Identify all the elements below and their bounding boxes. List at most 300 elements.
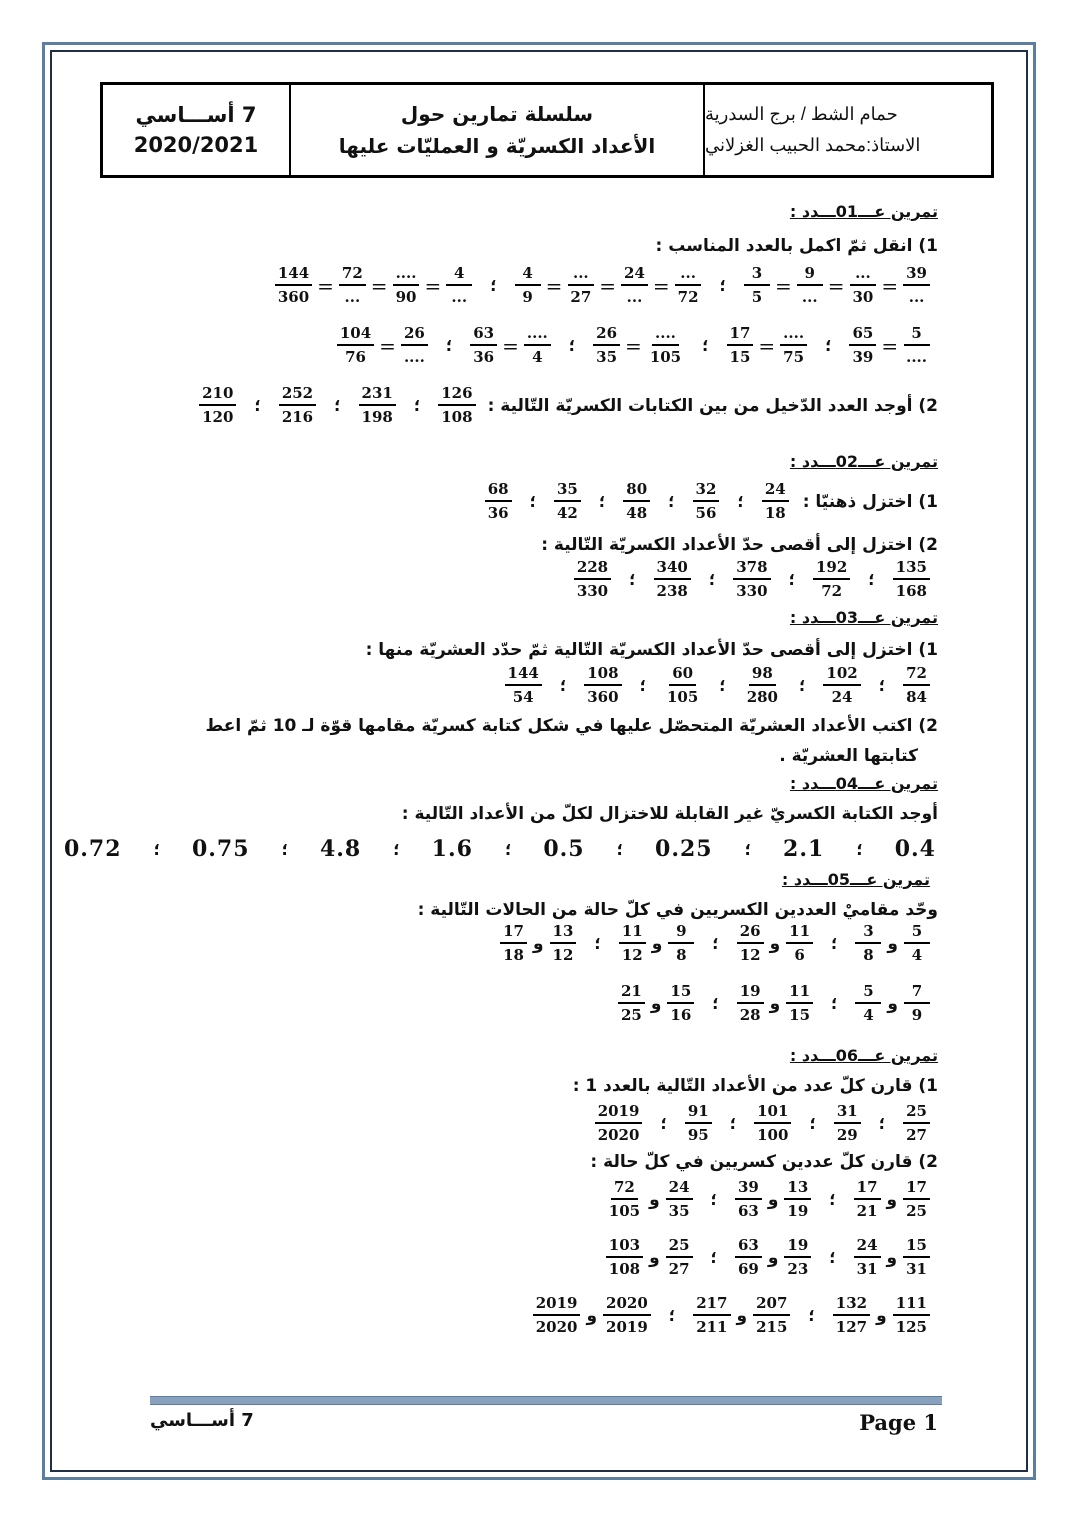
fraction bbox=[603, 1296, 651, 1335]
fraction bbox=[668, 924, 694, 963]
separator: ؛ bbox=[594, 934, 601, 953]
numerator: 111 bbox=[893, 1296, 930, 1316]
denominator: 108 bbox=[608, 1260, 641, 1278]
fraction-pair bbox=[854, 1180, 930, 1219]
numerator: .... bbox=[393, 266, 420, 286]
fraction bbox=[618, 984, 645, 1023]
separator: ؛ bbox=[829, 1248, 836, 1267]
denominator: 15 bbox=[789, 1006, 811, 1024]
denominator: 18 bbox=[503, 946, 524, 964]
denominator: 6 bbox=[794, 946, 805, 964]
decimal-number: 0.72 bbox=[63, 836, 122, 862]
denominator: 24 bbox=[831, 688, 853, 706]
numerator: 217 bbox=[693, 1296, 730, 1316]
numerator: ... bbox=[568, 266, 594, 286]
school-name: حمام الشط / برج السدرية bbox=[705, 104, 898, 124]
numerator: 68 bbox=[485, 482, 512, 502]
fraction bbox=[533, 1296, 581, 1335]
fraction bbox=[500, 924, 527, 963]
ex2-q1: 1) اختزل ذهنيّا : bbox=[802, 491, 938, 512]
denominator: 238 bbox=[656, 582, 688, 600]
fraction bbox=[339, 266, 366, 305]
decimal-number: 1.6 bbox=[431, 836, 473, 862]
numerator: 63 bbox=[470, 326, 497, 346]
denominator: .... bbox=[906, 348, 927, 366]
numerator: 21 bbox=[618, 984, 645, 1004]
fraction bbox=[606, 1238, 643, 1277]
fraction bbox=[606, 1180, 643, 1219]
numerator: 31 bbox=[834, 1104, 861, 1124]
denominator: 105 bbox=[666, 688, 699, 706]
and-word: و bbox=[886, 1189, 898, 1210]
title-line-1: سلسلة تمارين حول bbox=[400, 102, 594, 126]
denominator: 105 bbox=[608, 1202, 641, 1220]
fraction bbox=[754, 1104, 791, 1143]
ex4-title: تمرين عـــ04ـــدد : bbox=[789, 774, 938, 793]
separator: ؛ bbox=[788, 570, 795, 589]
fraction-pair bbox=[737, 924, 813, 963]
denominator: 12 bbox=[552, 946, 574, 964]
denominator: 27 bbox=[570, 288, 592, 306]
fraction bbox=[567, 266, 594, 305]
separator: ؛ bbox=[616, 839, 624, 859]
fraction-pair bbox=[735, 1180, 811, 1219]
denominator: 5 bbox=[751, 288, 763, 306]
and-word: و bbox=[651, 933, 663, 954]
numerator: 26 bbox=[737, 924, 764, 944]
denominator: 25 bbox=[906, 1202, 927, 1220]
fraction bbox=[733, 560, 770, 599]
fraction-pair bbox=[737, 984, 813, 1023]
denominator: 31 bbox=[856, 1260, 878, 1278]
numerator: 72 bbox=[903, 666, 930, 686]
numerator: 11 bbox=[786, 984, 813, 1004]
fraction-pair bbox=[606, 1180, 693, 1219]
numerator: .... bbox=[652, 326, 679, 346]
ex1-row2 bbox=[337, 326, 930, 365]
fraction bbox=[904, 924, 930, 963]
fraction bbox=[893, 560, 930, 599]
denominator: 360 bbox=[587, 688, 619, 706]
ex5-row2 bbox=[618, 984, 930, 1023]
fraction bbox=[786, 924, 813, 963]
numerator: 25 bbox=[666, 1238, 693, 1258]
equality-chain bbox=[337, 326, 428, 365]
numerator: ... bbox=[850, 266, 876, 286]
fraction bbox=[903, 326, 930, 365]
fraction bbox=[903, 1238, 930, 1277]
fraction bbox=[275, 266, 312, 305]
equals-sign: = bbox=[370, 273, 388, 298]
fraction bbox=[401, 326, 428, 365]
ex3-fractions bbox=[505, 666, 930, 705]
numerator: 80 bbox=[623, 482, 650, 502]
numerator: 231 bbox=[359, 386, 396, 406]
and-word: و bbox=[887, 933, 898, 954]
separator: ؛ bbox=[254, 396, 261, 415]
fraction bbox=[654, 560, 691, 599]
fraction bbox=[505, 666, 542, 705]
numerator: 15 bbox=[667, 984, 694, 1004]
separator: ؛ bbox=[668, 1306, 676, 1325]
numerator: 9 bbox=[797, 266, 823, 286]
and-word: و bbox=[736, 1305, 748, 1326]
fraction bbox=[753, 1296, 790, 1335]
and-word: و bbox=[649, 1189, 660, 1210]
denominator: 84 bbox=[906, 688, 927, 706]
fraction bbox=[903, 266, 930, 305]
and-word: و bbox=[767, 1247, 779, 1268]
denominator: 76 bbox=[345, 348, 366, 366]
fraction bbox=[784, 1180, 811, 1219]
separator: ؛ bbox=[712, 994, 719, 1013]
denominator: 72 bbox=[821, 582, 843, 600]
fraction bbox=[621, 266, 648, 305]
separator: ؛ bbox=[719, 676, 726, 695]
denominator: 30 bbox=[852, 288, 874, 306]
numerator: 9 bbox=[668, 924, 694, 944]
fraction bbox=[470, 326, 497, 365]
fraction bbox=[666, 1238, 693, 1277]
fraction-pair bbox=[854, 1238, 930, 1277]
fraction bbox=[762, 482, 789, 521]
denominator: 4 bbox=[532, 348, 543, 366]
separator: ؛ bbox=[719, 276, 726, 295]
equals-sign: = bbox=[317, 273, 334, 298]
fraction bbox=[797, 266, 823, 305]
denominator: 19 bbox=[787, 1202, 809, 1220]
separator: ؛ bbox=[710, 1190, 717, 1209]
numerator: 19 bbox=[784, 1238, 811, 1258]
denominator: 4 bbox=[911, 946, 923, 964]
equality-chain bbox=[849, 326, 930, 365]
denominator: 28 bbox=[739, 1006, 761, 1024]
numerator: 65 bbox=[849, 326, 876, 346]
fraction bbox=[893, 1296, 930, 1335]
fraction-pair bbox=[606, 1238, 693, 1277]
equality-chain bbox=[593, 326, 684, 365]
numerator: 39 bbox=[735, 1180, 762, 1200]
equals-sign: = bbox=[424, 273, 442, 298]
numerator: 26 bbox=[593, 326, 620, 346]
fraction-pair bbox=[500, 924, 576, 963]
fraction bbox=[574, 560, 611, 599]
denominator: 23 bbox=[787, 1260, 809, 1278]
ex2-q2: 2) اختزل إلى أقصى حدّ الأعداد الكسريّة التّالية : bbox=[541, 535, 938, 555]
separator: ؛ bbox=[799, 676, 806, 695]
fraction bbox=[647, 326, 684, 365]
numerator: 4 bbox=[446, 266, 472, 286]
numerator: 3 bbox=[855, 924, 881, 944]
numerator: 103 bbox=[606, 1238, 643, 1258]
fraction-pair bbox=[693, 1296, 790, 1335]
denominator: 8 bbox=[676, 946, 687, 964]
fraction bbox=[813, 560, 850, 599]
numerator: 72 bbox=[339, 266, 366, 286]
fraction bbox=[737, 924, 764, 963]
ex1-q2: 2) أوجد العدد الدّخيل من بين الكتابات الكسريّة التّالية : bbox=[487, 395, 938, 416]
equals-sign: = bbox=[758, 333, 776, 358]
denominator: ... bbox=[451, 288, 468, 306]
fraction bbox=[359, 386, 396, 425]
and-word: و bbox=[649, 1247, 660, 1268]
equals-sign: = bbox=[652, 273, 670, 298]
denominator: 21 bbox=[856, 1202, 878, 1220]
separator: ؛ bbox=[878, 1114, 886, 1133]
numerator: 35 bbox=[554, 482, 581, 502]
ex5-q: وحّد مقاميْ العددين الكسريين في كلّ حالة من الحالات التّالية : bbox=[417, 900, 938, 920]
separator: ؛ bbox=[737, 492, 744, 511]
fraction bbox=[735, 1180, 762, 1219]
numerator: 5 bbox=[904, 326, 930, 346]
decimal-number: 0.75 bbox=[191, 836, 250, 862]
numerator: 4 bbox=[515, 266, 541, 286]
numerator: 7 bbox=[904, 984, 930, 1004]
numerator: 60 bbox=[669, 666, 696, 686]
numerator: 13 bbox=[550, 924, 577, 944]
page-number: Page 1 bbox=[859, 1410, 938, 1435]
fraction bbox=[619, 924, 646, 963]
fraction bbox=[554, 482, 581, 521]
numerator: 32 bbox=[693, 482, 720, 502]
numerator: 98 bbox=[749, 666, 776, 686]
denominator: 280 bbox=[746, 688, 778, 706]
header-level-cell bbox=[103, 85, 291, 175]
numerator: 101 bbox=[754, 1104, 791, 1124]
denominator: 12 bbox=[621, 946, 643, 964]
fraction bbox=[515, 266, 541, 305]
numerator: 19 bbox=[737, 984, 764, 1004]
and-word: و bbox=[769, 993, 781, 1014]
denominator: 2020 bbox=[597, 1126, 640, 1144]
fraction bbox=[666, 1180, 693, 1219]
separator: ؛ bbox=[504, 839, 512, 859]
denominator: 29 bbox=[836, 1126, 858, 1144]
separator: ؛ bbox=[529, 492, 536, 511]
fraction bbox=[903, 1180, 930, 1219]
fraction bbox=[786, 984, 813, 1023]
separator: ؛ bbox=[281, 839, 288, 859]
fraction bbox=[667, 984, 694, 1023]
separator: ؛ bbox=[702, 336, 709, 355]
ex3-q1: 1) اختزل إلى أقصى حدّ الأعداد الكسريّة التّالية ثمّ حدّد العشريّة منها : bbox=[365, 640, 938, 660]
denominator: 31 bbox=[906, 1260, 927, 1278]
denominator: 360 bbox=[277, 288, 310, 306]
denominator: 2020 bbox=[535, 1318, 578, 1336]
fraction-pair bbox=[855, 984, 930, 1023]
separator: ؛ bbox=[660, 1114, 667, 1133]
numerator: 24 bbox=[762, 482, 789, 502]
numerator: 104 bbox=[337, 326, 374, 346]
fraction bbox=[833, 1296, 870, 1335]
denominator: 48 bbox=[626, 504, 648, 522]
separator: ؛ bbox=[710, 1248, 717, 1267]
ex3-q2-line2: كتابتها العشريّة . bbox=[779, 746, 918, 766]
separator: ؛ bbox=[568, 336, 576, 355]
separator: ؛ bbox=[708, 570, 716, 589]
numerator: 2019 bbox=[595, 1104, 643, 1124]
separator: ؛ bbox=[559, 676, 567, 695]
denominator: 9 bbox=[522, 288, 533, 306]
equals-sign: = bbox=[827, 273, 845, 298]
fraction bbox=[854, 1238, 881, 1277]
separator: ؛ bbox=[413, 396, 421, 415]
fraction bbox=[595, 1104, 643, 1143]
denominator: 9 bbox=[911, 1006, 923, 1024]
ex1-q2-row bbox=[199, 386, 938, 425]
fraction bbox=[593, 326, 620, 365]
denominator: 39 bbox=[852, 348, 874, 366]
numerator: 39 bbox=[903, 266, 930, 286]
decimal-number: 0.25 bbox=[655, 836, 713, 862]
denominator: 198 bbox=[361, 408, 393, 426]
and-word: و bbox=[769, 933, 781, 954]
numerator: 135 bbox=[893, 560, 930, 580]
fraction bbox=[903, 1104, 930, 1143]
denominator: 4 bbox=[863, 1006, 874, 1024]
denominator: 12 bbox=[739, 946, 761, 964]
fraction bbox=[199, 386, 236, 425]
fraction-pair bbox=[855, 924, 930, 963]
numerator: 378 bbox=[733, 560, 770, 580]
fraction bbox=[279, 386, 316, 425]
teacher-name: الاستاذ:محمد الحبيب الغزلاني bbox=[705, 135, 921, 155]
decimal-number: 0.5 bbox=[543, 836, 585, 862]
equality-chain bbox=[727, 326, 808, 365]
numerator: 2019 bbox=[533, 1296, 581, 1316]
denominator: 16 bbox=[670, 1006, 692, 1024]
equality-chain bbox=[470, 326, 551, 365]
fraction bbox=[855, 924, 881, 963]
equality-chain bbox=[744, 266, 930, 305]
numerator: 63 bbox=[735, 1238, 762, 1258]
numerator: 5 bbox=[904, 924, 930, 944]
fraction bbox=[744, 266, 770, 305]
fraction bbox=[823, 666, 860, 705]
denominator: 54 bbox=[512, 688, 534, 706]
separator: ؛ bbox=[629, 570, 636, 589]
fraction bbox=[393, 266, 420, 305]
denominator: 90 bbox=[395, 288, 417, 306]
ex3-q2-line1: 2) اكتب الأعداد العشريّة المتحصّل عليها في شكل كتابة كسريّة مقامها قوّة لـ 10 ثمّ اعط bbox=[205, 716, 938, 736]
fraction bbox=[438, 386, 475, 425]
separator: ؛ bbox=[153, 839, 160, 859]
fraction bbox=[584, 666, 621, 705]
footer-level: 7 أســـاسي bbox=[150, 1410, 254, 1431]
fraction bbox=[446, 266, 472, 305]
numerator: 192 bbox=[813, 560, 850, 580]
fraction bbox=[735, 1238, 762, 1277]
denominator: ... bbox=[801, 288, 818, 306]
denominator: ... bbox=[908, 288, 925, 306]
denominator: 63 bbox=[737, 1202, 759, 1220]
and-word: و bbox=[876, 1305, 887, 1326]
denominator: 108 bbox=[441, 408, 473, 426]
denominator: 42 bbox=[556, 504, 578, 522]
fraction bbox=[524, 326, 551, 365]
ex6-q1-fractions bbox=[595, 1104, 930, 1143]
numerator: 340 bbox=[654, 560, 691, 580]
equals-sign: = bbox=[625, 333, 642, 358]
separator: ؛ bbox=[490, 276, 497, 295]
numerator: .... bbox=[780, 326, 807, 346]
equals-sign: = bbox=[774, 273, 792, 298]
ex5-title: تمرين عـــ05ـــدد : bbox=[781, 870, 930, 889]
numerator: 13 bbox=[784, 1180, 811, 1200]
title-line-2: الأعداد الكسريّة و العمليّات عليها bbox=[338, 134, 656, 158]
fraction bbox=[744, 666, 781, 705]
separator: ؛ bbox=[868, 570, 875, 589]
denominator: 8 bbox=[863, 946, 874, 964]
fraction-pair bbox=[619, 924, 694, 963]
numerator: 3 bbox=[744, 266, 770, 286]
numerator: 126 bbox=[438, 386, 475, 406]
separator: ؛ bbox=[729, 1114, 737, 1133]
denominator: 105 bbox=[649, 348, 682, 366]
fraction bbox=[855, 984, 881, 1023]
denominator: ... bbox=[626, 288, 643, 306]
denominator: .... bbox=[403, 348, 425, 366]
equals-sign: = bbox=[502, 333, 519, 358]
fraction bbox=[903, 666, 930, 705]
fraction bbox=[849, 326, 876, 365]
separator: ؛ bbox=[393, 839, 400, 859]
fraction bbox=[727, 326, 754, 365]
separator: ؛ bbox=[334, 396, 341, 415]
fraction bbox=[337, 326, 374, 365]
separator: ؛ bbox=[744, 839, 752, 859]
denominator: 72 bbox=[677, 288, 699, 306]
numerator: 91 bbox=[685, 1104, 712, 1124]
header-table bbox=[100, 82, 994, 178]
ex1-q2-fractions bbox=[199, 386, 475, 425]
denominator: 69 bbox=[737, 1260, 759, 1278]
denominator: 330 bbox=[576, 582, 609, 600]
numerator: ... bbox=[675, 266, 701, 286]
denominator: 35 bbox=[596, 348, 618, 366]
level-label: 7 أســـاسي bbox=[135, 103, 257, 127]
fraction bbox=[834, 1104, 861, 1143]
fraction bbox=[550, 924, 577, 963]
numerator: 25 bbox=[903, 1104, 930, 1124]
fraction bbox=[693, 482, 720, 521]
numerator: 252 bbox=[279, 386, 316, 406]
equals-sign: = bbox=[545, 273, 563, 298]
ex3-title: تمرين عـــ03ـــدد : bbox=[789, 608, 938, 627]
separator: ؛ bbox=[639, 676, 646, 695]
decimal-number: 4.8 bbox=[319, 836, 362, 862]
footer-rule bbox=[150, 1396, 942, 1405]
numerator: 24 bbox=[621, 266, 648, 286]
denominator: 56 bbox=[695, 504, 717, 522]
denominator: 125 bbox=[895, 1318, 927, 1336]
separator: ؛ bbox=[829, 1190, 836, 1209]
denominator: 36 bbox=[473, 348, 495, 366]
fraction-pair bbox=[833, 1296, 930, 1335]
numerator: 17 bbox=[903, 1180, 930, 1200]
ex6-title: تمرين عـــ06ـــدد : bbox=[789, 1046, 938, 1065]
denominator: ... bbox=[344, 288, 361, 306]
denominator: 120 bbox=[202, 408, 234, 426]
and-word: و bbox=[650, 993, 662, 1014]
denominator: 330 bbox=[736, 582, 768, 600]
school-year: 2020/2021 bbox=[133, 133, 259, 157]
ex1-title: تمرين عـــ01ـــدد : bbox=[789, 202, 938, 221]
ex2-title: تمرين عـــ02ـــدد : bbox=[789, 452, 938, 471]
separator: ؛ bbox=[878, 676, 886, 695]
fraction bbox=[623, 482, 650, 521]
numerator: 17 bbox=[854, 1180, 881, 1200]
